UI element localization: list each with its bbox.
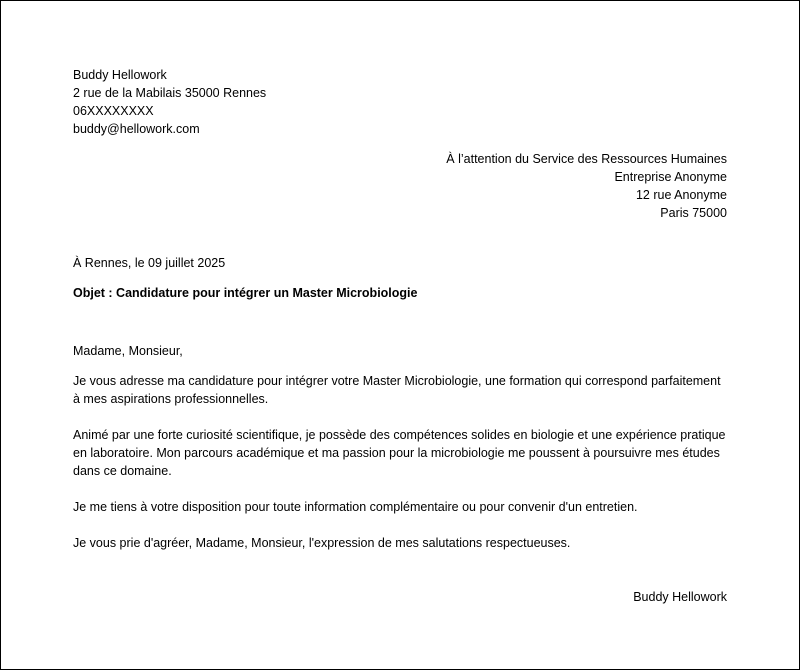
recipient-city: Paris 75000 — [660, 206, 727, 220]
sender-name: Buddy Hellowork — [73, 68, 167, 82]
recipient-attention: À l’attention du Service des Ressources Humaines — [446, 152, 727, 166]
date-line: À Rennes, le 09 juillet 2025 — [73, 256, 226, 270]
recipient-block — [446, 150, 727, 222]
sender-address: 2 rue de la Mabilais 35000 Rennes — [73, 86, 267, 100]
letter-body — [73, 342, 729, 570]
recipient-street: 12 rue Anonyme — [635, 188, 727, 202]
subject-line: Objet : Candidature pour intégrer un Master Microbiologie — [73, 286, 418, 300]
paragraph-closing: Je vous prie d'agréer, Madame, Monsieur, l'expression de mes salutations respectueuses. — [73, 536, 571, 550]
sender-email: buddy@hellowork.com — [73, 122, 200, 136]
paragraph-skills: Animé par une forte curiosité scientifique, je possède des compétences solides en biologie et une expérience pratique en laboratoire. Mon parcours académique et ma passion pour la microbiologie me poussent à poursuivre mes études dans ce domaine. — [73, 428, 726, 478]
sender-block — [73, 66, 266, 138]
signature: Buddy Hellowork — [633, 590, 727, 604]
paragraph-intro: Je vous adresse ma candidature pour intégrer votre Master Microbiologie, une formation qui correspond parfaitement à mes aspirations professionnelles. — [73, 374, 721, 406]
recipient-company: Entreprise Anonyme — [614, 170, 727, 184]
sender-phone: 06XXXXXXXX — [73, 104, 154, 118]
salutation: Madame, Monsieur, — [73, 344, 183, 358]
paragraph-availability: Je me tiens à votre disposition pour toute information complémentaire ou pour convenir d'un entretien. — [73, 500, 638, 514]
